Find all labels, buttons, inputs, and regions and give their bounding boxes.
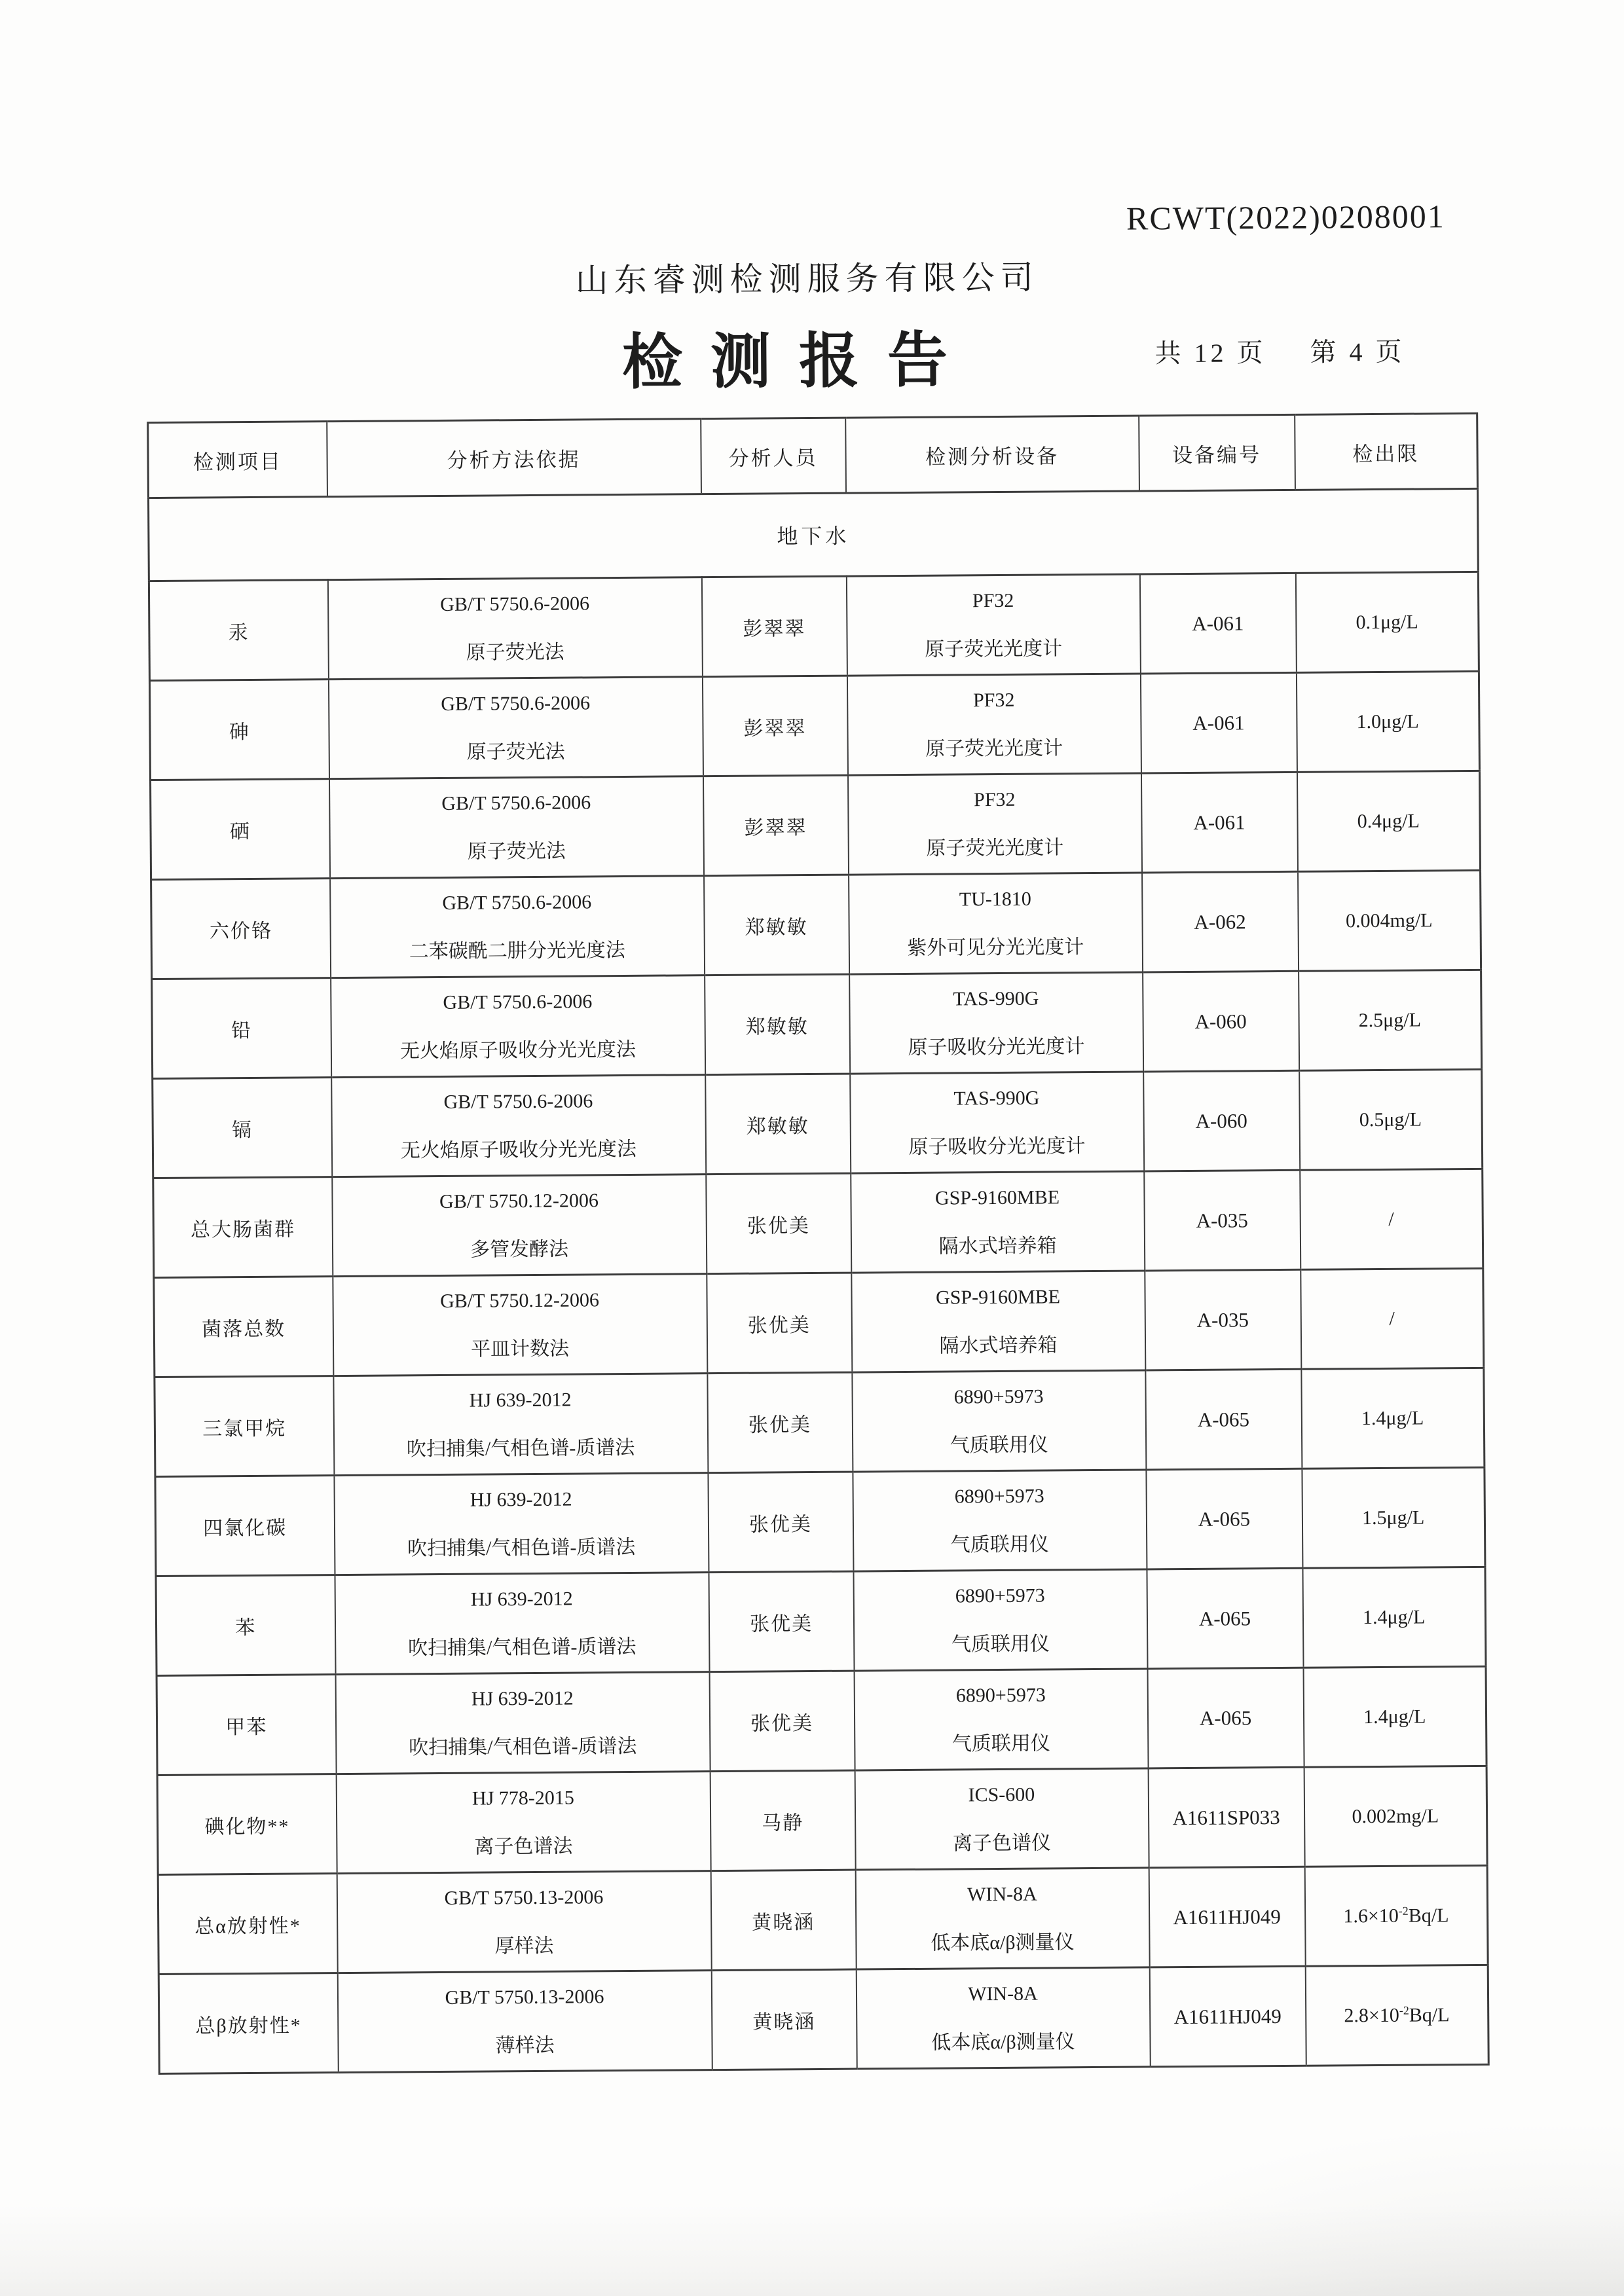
equipment-number: A-061 — [1192, 611, 1244, 635]
cell-equipment-number — [1144, 1170, 1301, 1271]
equipment-number: A-065 — [1199, 1705, 1252, 1730]
cell-method-basis — [330, 876, 705, 978]
method-standard: GB/T 5750.13-2006 — [444, 1886, 604, 1909]
method-stack — [331, 990, 705, 1063]
equipment-number: A-062 — [1194, 909, 1246, 934]
equipment-model: WIN-8A — [968, 1982, 1038, 2005]
limit-base: 0.1μg/L — [1356, 611, 1418, 634]
method-stack — [329, 592, 702, 665]
equipment-name: 低本底α/β测量仪 — [931, 2030, 1075, 2054]
limit-base: 1.5μg/L — [1361, 1506, 1425, 1529]
cell-analyst — [707, 1273, 852, 1374]
test-item-label: 四氯化碳 — [203, 1517, 287, 1540]
limit-base: 1.4μg/L — [1362, 1606, 1426, 1629]
method-stack — [332, 1089, 705, 1163]
cell-test-item — [149, 680, 329, 780]
limit-exponent: -2 — [1398, 1904, 1409, 1918]
test-item-label: 甲苯 — [225, 1716, 268, 1738]
equipment-name: 原子荧光光度计 — [925, 737, 1063, 760]
equipment-stack — [851, 1186, 1144, 1258]
cell-equipment-number — [1147, 1667, 1304, 1768]
cell-analyst — [709, 1671, 855, 1772]
cell-equipment — [852, 1370, 1146, 1472]
cell-detection-limit — [1296, 671, 1479, 772]
cell-analyst — [707, 1372, 853, 1473]
equipment-stack — [854, 1584, 1147, 1656]
equipment-name: 气质联用仪 — [950, 1533, 1049, 1556]
method-name: 离子色谱法 — [474, 1835, 573, 1858]
method-name: 吹扫捕集/气相色谱-质谱法 — [407, 1536, 636, 1559]
cell-equipment — [850, 1072, 1144, 1173]
method-standard: GB/T 5750.6-2006 — [443, 990, 593, 1013]
detection-limit-value — [1357, 811, 1420, 833]
cell-method-basis — [331, 1075, 706, 1177]
equipment-stack — [851, 1086, 1143, 1159]
equipment-stack — [855, 1683, 1147, 1756]
equipment-name: 原子荧光光度计 — [925, 637, 1063, 661]
test-item-label: 菌落总数 — [202, 1318, 286, 1341]
current-page-label: 第 4 页 — [1310, 337, 1405, 367]
cell-detection-limit — [1305, 1965, 1488, 2066]
method-name: 二苯碳酰二肼分光光度法 — [409, 939, 625, 962]
cell-equipment-number — [1143, 1070, 1300, 1171]
cell-method-basis — [333, 1374, 708, 1476]
equipment-name: 原子吸收分光光度计 — [908, 1035, 1085, 1059]
section-row — [149, 488, 1479, 581]
cell-analyst — [705, 974, 850, 1075]
method-standard: HJ 639-2012 — [470, 1488, 572, 1511]
equipment-number: A-065 — [1198, 1506, 1251, 1531]
analyst-name: 张优美 — [747, 1214, 810, 1237]
analyst-name: 郑敏敏 — [746, 1115, 809, 1138]
cell-equipment — [851, 1171, 1145, 1273]
method-standard: GB/T 5750.6-2006 — [443, 1089, 593, 1113]
cell-detection-limit — [1301, 1268, 1484, 1369]
method-standard: HJ 778-2015 — [471, 1787, 574, 1810]
test-items-table — [147, 412, 1490, 2075]
test-item-label: 六价铬 — [209, 920, 272, 942]
limit-base: 2.8×10 — [1344, 2004, 1399, 2027]
detection-limit-value — [1343, 1904, 1449, 1927]
table-row — [151, 771, 1481, 879]
method-name: 无火焰原子吸收分光光度法 — [399, 1038, 637, 1062]
analyst-name: 黄晓涵 — [752, 1911, 815, 1934]
detection-limit-value — [1361, 1407, 1424, 1429]
cell-detection-limit — [1299, 970, 1482, 1070]
method-stack — [333, 1288, 707, 1362]
equipment-number: A1611HJ049 — [1173, 2004, 1282, 2028]
equipment-model: TU-1810 — [959, 888, 1031, 910]
table-row — [157, 1766, 1487, 1874]
cell-detection-limit — [1304, 1865, 1488, 1966]
table-row — [149, 671, 1479, 780]
cell-test-item — [155, 1376, 334, 1477]
cell-equipment — [856, 1967, 1150, 2069]
col-header-test-item: 检测项目 — [148, 422, 327, 498]
cell-analyst — [711, 1969, 857, 2070]
cell-test-item — [149, 580, 328, 681]
equipment-model: 6890+5973 — [954, 1485, 1044, 1507]
cell-test-item — [158, 1874, 337, 1975]
equipment-number: A1611SP033 — [1172, 1805, 1280, 1829]
method-name: 多管发酵法 — [470, 1238, 569, 1261]
analyst-name: 张优美 — [747, 1314, 811, 1337]
cell-method-basis — [328, 677, 703, 779]
table-row — [156, 1567, 1486, 1675]
cell-analyst — [705, 1074, 851, 1175]
equipment-stack — [850, 987, 1143, 1059]
cell-detection-limit — [1297, 771, 1480, 871]
cell-test-item — [151, 779, 330, 880]
cell-method-basis — [335, 1672, 710, 1774]
cell-test-item — [157, 1774, 337, 1875]
table-row — [154, 1268, 1484, 1377]
method-stack — [338, 1985, 711, 2058]
cell-equipment — [855, 1768, 1149, 1870]
cell-method-basis — [329, 776, 704, 879]
analyst-name: 张优美 — [749, 1613, 813, 1635]
cell-equipment-number — [1139, 573, 1296, 674]
method-name: 原子荧光法 — [467, 840, 566, 863]
cell-equipment — [853, 1470, 1147, 1571]
test-item-label: 总大肠菌群 — [190, 1218, 296, 1241]
method-standard: GB/T 5750.6-2006 — [440, 592, 590, 615]
equipment-model: TAS-990G — [953, 987, 1039, 1010]
cell-test-item — [157, 1675, 336, 1776]
cell-method-basis — [337, 1871, 711, 1973]
cell-detection-limit — [1303, 1666, 1486, 1767]
cell-equipment-number — [1141, 772, 1297, 873]
method-name: 吹扫捕集/气相色谱-质谱法 — [409, 1735, 637, 1758]
method-stack — [334, 1388, 707, 1461]
equipment-number: A-035 — [1196, 1307, 1249, 1332]
equipment-stack — [848, 688, 1141, 761]
test-item-label: 碘化物** — [204, 1815, 290, 1838]
cell-method-basis — [332, 1175, 707, 1277]
total-pages-label: 共 12 页 — [1154, 338, 1266, 369]
cell-method-basis — [337, 1971, 712, 2073]
cell-equipment — [847, 773, 1141, 875]
equipment-number: A-061 — [1192, 710, 1245, 735]
cell-detection-limit — [1300, 1169, 1483, 1269]
cell-analyst — [701, 576, 847, 677]
equipment-model: ICS-600 — [968, 1783, 1035, 1806]
col-header-analyst: 分析人员 — [701, 418, 846, 494]
cell-analyst — [710, 1870, 856, 1971]
method-standard: GB/T 5750.12-2006 — [440, 1288, 600, 1312]
method-standard: GB/T 5750.13-2006 — [445, 1985, 604, 2009]
equipment-name: 紫外可见分光光度计 — [907, 936, 1084, 959]
limit-base: 0.004mg/L — [1345, 909, 1433, 932]
equipment-number: A-060 — [1194, 1009, 1247, 1033]
method-name: 薄样法 — [495, 2034, 555, 2056]
limit-exponent: -2 — [1399, 2003, 1409, 2017]
method-name: 厚样法 — [494, 1935, 554, 1957]
method-standard: GB/T 5750.12-2006 — [439, 1189, 599, 1212]
method-name: 平皿计数法 — [470, 1338, 570, 1360]
cell-test-item — [153, 1177, 333, 1278]
document-number: RCWT(2022)0208001 — [1126, 198, 1445, 237]
equipment-name: 低本底α/β测量仪 — [931, 1931, 1075, 1954]
test-item-label: 镉 — [231, 1119, 253, 1141]
limit-base: 0.4μg/L — [1357, 810, 1420, 833]
cell-equipment-number — [1146, 1468, 1302, 1569]
cell-analyst — [704, 875, 849, 975]
limit-base: 0.002mg/L — [1352, 1805, 1439, 1828]
cell-equipment — [846, 574, 1140, 676]
cell-equipment-number — [1149, 1966, 1306, 2067]
cell-equipment-number — [1143, 971, 1299, 1072]
cell-test-item — [153, 1078, 332, 1178]
detection-limit-value — [1389, 1308, 1395, 1330]
equipment-number: A-065 — [1198, 1606, 1251, 1630]
detection-limit-value — [1346, 909, 1433, 932]
equipment-model: PF32 — [973, 788, 1016, 811]
analyst-name: 黄晓涵 — [752, 2011, 816, 2033]
equipment-model: 6890+5973 — [955, 1684, 1046, 1706]
detection-limit-value — [1388, 1209, 1394, 1230]
cell-method-basis — [336, 1772, 710, 1874]
page-info — [1154, 331, 1405, 371]
equipment-stack — [853, 1385, 1145, 1457]
method-stack — [337, 1886, 710, 1959]
table-row — [151, 870, 1481, 979]
equipment-name: 气质联用仪 — [950, 1434, 1048, 1457]
company-name: 山东睿测检测服务有限公司 — [575, 259, 1039, 299]
test-item-label: 总α放射性* — [194, 1914, 301, 1938]
cell-method-basis — [333, 1274, 707, 1376]
cell-detection-limit — [1295, 572, 1479, 672]
table-row — [157, 1666, 1486, 1775]
cell-method-basis — [331, 975, 705, 1078]
test-item-label: 砷 — [229, 721, 250, 743]
equipment-name: 原子荧光光度计 — [926, 836, 1064, 860]
analyst-name: 张优美 — [748, 1513, 813, 1536]
method-stack — [335, 1587, 709, 1660]
equipment-model: 6890+5973 — [953, 1385, 1044, 1408]
col-header-equipment-no: 设备编号 — [1139, 414, 1295, 491]
analyst-name: 张优美 — [750, 1712, 814, 1735]
cell-test-item — [154, 1277, 333, 1377]
cell-equipment-number — [1142, 871, 1299, 972]
method-stack — [337, 1786, 710, 1859]
table-row — [153, 1169, 1483, 1277]
test-item-label: 铅 — [231, 1019, 253, 1042]
equipment-number: A-061 — [1193, 810, 1246, 834]
cell-detection-limit — [1298, 870, 1481, 971]
equipment-stack — [849, 788, 1141, 860]
cell-analyst — [702, 676, 847, 776]
equipment-stack — [855, 1783, 1148, 1855]
cell-equipment-number — [1140, 672, 1297, 773]
cell-equipment — [853, 1569, 1147, 1671]
cell-analyst — [706, 1173, 851, 1274]
analyst-name: 彭翠翠 — [743, 717, 807, 740]
method-stack — [329, 691, 703, 765]
equipment-stack — [857, 1982, 1149, 2054]
limit-base: 1.0μg/L — [1356, 710, 1419, 733]
col-header-method-basis: 分析方法依据 — [327, 419, 701, 497]
analyst-name: 郑敏敏 — [745, 916, 808, 939]
cell-equipment-number — [1147, 1568, 1303, 1669]
detection-limit-value — [1363, 1606, 1425, 1628]
equipment-number: A-065 — [1197, 1407, 1250, 1431]
equipment-name: 隔水式培养箱 — [939, 1334, 1058, 1357]
equipment-model: WIN-8A — [967, 1883, 1037, 1905]
limit-base: 0.5μg/L — [1359, 1108, 1422, 1131]
table-row — [149, 572, 1479, 680]
cell-equipment — [854, 1669, 1148, 1770]
table-row — [153, 1069, 1483, 1178]
method-standard: GB/T 5750.6-2006 — [441, 791, 591, 814]
equipment-name: 气质联用仪 — [951, 1732, 1050, 1755]
limit-base: 1.4μg/L — [1363, 1705, 1426, 1728]
cell-equipment — [851, 1271, 1145, 1372]
limit-base: / — [1389, 1307, 1395, 1330]
limit-base: / — [1388, 1208, 1394, 1230]
equipment-model: 6890+5973 — [955, 1584, 1045, 1607]
detection-limit-value — [1356, 711, 1418, 733]
cell-test-item — [152, 978, 331, 1079]
cell-detection-limit — [1299, 1069, 1483, 1170]
equipment-stack — [853, 1484, 1146, 1557]
method-standard: HJ 639-2012 — [470, 1588, 573, 1611]
table-row — [155, 1368, 1485, 1476]
method-name: 吹扫捕集/气相色谱-质谱法 — [406, 1436, 635, 1460]
analyst-name: 彭翠翠 — [744, 816, 807, 839]
analyst-name: 张优美 — [748, 1413, 812, 1436]
detection-limit-value — [1344, 2004, 1449, 2026]
method-standard: GB/T 5750.6-2006 — [442, 890, 592, 914]
test-item-label: 汞 — [228, 621, 249, 644]
table-row — [158, 1865, 1488, 1974]
method-stack — [333, 1189, 706, 1262]
detection-limit-value — [1356, 611, 1418, 634]
method-standard: GB/T 5750.6-2006 — [441, 691, 591, 715]
section-label-groundwater: 地下水 — [149, 488, 1479, 581]
detection-limit-value — [1352, 1805, 1439, 1827]
test-item-label: 总β放射性* — [195, 2014, 302, 2037]
cell-detection-limit — [1302, 1467, 1485, 1568]
table-row — [158, 1965, 1488, 2073]
cell-test-item — [156, 1575, 335, 1676]
cell-equipment — [849, 873, 1143, 974]
detection-limit-value — [1359, 1109, 1422, 1131]
cell-equipment-number — [1145, 1269, 1301, 1370]
limit-unit: Bq/L — [1408, 1904, 1449, 1927]
equipment-name: 气质联用仪 — [951, 1632, 1050, 1656]
method-name: 吹扫捕集/气相色谱-质谱法 — [407, 1635, 637, 1659]
method-stack — [331, 890, 704, 964]
cell-detection-limit — [1301, 1368, 1485, 1468]
limit-base: 1.6×10 — [1343, 1904, 1399, 1927]
detection-limit-value — [1363, 1705, 1426, 1728]
equipment-stack — [849, 887, 1142, 960]
col-header-detection-limit: 检出限 — [1295, 413, 1478, 490]
cell-method-basis — [335, 1573, 709, 1675]
cell-equipment-number — [1148, 1767, 1304, 1868]
cell-test-item — [155, 1476, 335, 1576]
limit-unit: Bq/L — [1409, 2004, 1450, 2026]
table-row — [155, 1467, 1485, 1576]
equipment-name: 隔水式培养箱 — [938, 1234, 1057, 1258]
cell-method-basis — [334, 1473, 709, 1575]
method-stack — [336, 1686, 709, 1760]
detection-limit-value — [1362, 1506, 1424, 1529]
cell-test-item — [151, 879, 331, 979]
method-standard: HJ 639-2012 — [471, 1687, 574, 1710]
equipment-name: 离子色谱仪 — [952, 1831, 1051, 1855]
equipment-model: GSP-9160MBE — [934, 1186, 1060, 1209]
cell-equipment — [849, 972, 1143, 1074]
equipment-model: PF32 — [972, 589, 1014, 611]
cell-equipment — [847, 674, 1141, 775]
analyst-name: 郑敏敏 — [745, 1015, 809, 1038]
test-item-label: 三氯甲烷 — [202, 1417, 287, 1440]
equipment-stack — [847, 589, 1140, 661]
method-name: 原子荧光法 — [466, 740, 565, 763]
test-item-label: 硒 — [229, 820, 251, 843]
cell-test-item — [158, 1973, 338, 2074]
detection-limit-value — [1359, 1010, 1421, 1032]
method-stack — [330, 791, 703, 864]
test-item-label: 苯 — [235, 1616, 257, 1639]
analyst-name: 马静 — [762, 1812, 804, 1834]
report-title: 检 测 报 告 — [621, 327, 955, 397]
equipment-number: A-060 — [1195, 1108, 1247, 1133]
cell-analyst — [708, 1472, 853, 1573]
cell-detection-limit — [1302, 1567, 1486, 1667]
limit-base: 2.5μg/L — [1358, 1009, 1422, 1032]
limit-base: 1.4μg/L — [1361, 1407, 1424, 1430]
equipment-number: A-035 — [1196, 1208, 1248, 1232]
cell-equipment-number — [1145, 1369, 1302, 1470]
cell-method-basis — [327, 577, 702, 680]
cell-analyst — [703, 775, 848, 876]
analyst-name: 彭翠翠 — [743, 617, 806, 640]
cell-detection-limit — [1304, 1766, 1487, 1867]
cell-analyst — [709, 1571, 854, 1672]
equipment-model: PF32 — [972, 689, 1015, 711]
method-name: 原子荧光法 — [466, 641, 564, 664]
equipment-model: TAS-990G — [953, 1087, 1040, 1109]
method-name: 无火焰原子吸收分光光度法 — [400, 1138, 637, 1161]
cell-analyst — [710, 1770, 855, 1871]
method-standard: HJ 639-2012 — [469, 1389, 572, 1412]
method-stack — [335, 1487, 708, 1561]
table-header-row — [148, 413, 1478, 498]
cell-equipment-number — [1149, 1867, 1305, 1967]
col-header-equipment: 检测分析设备 — [845, 416, 1139, 493]
equipment-model: GSP-9160MBE — [935, 1285, 1061, 1309]
equipment-stack — [856, 1882, 1149, 1955]
equipment-number: A1611HJ049 — [1173, 1904, 1281, 1929]
table-row — [152, 970, 1482, 1078]
cell-equipment — [855, 1868, 1149, 1969]
equipment-stack — [852, 1285, 1145, 1358]
equipment-name: 原子吸收分光光度计 — [908, 1135, 1086, 1158]
